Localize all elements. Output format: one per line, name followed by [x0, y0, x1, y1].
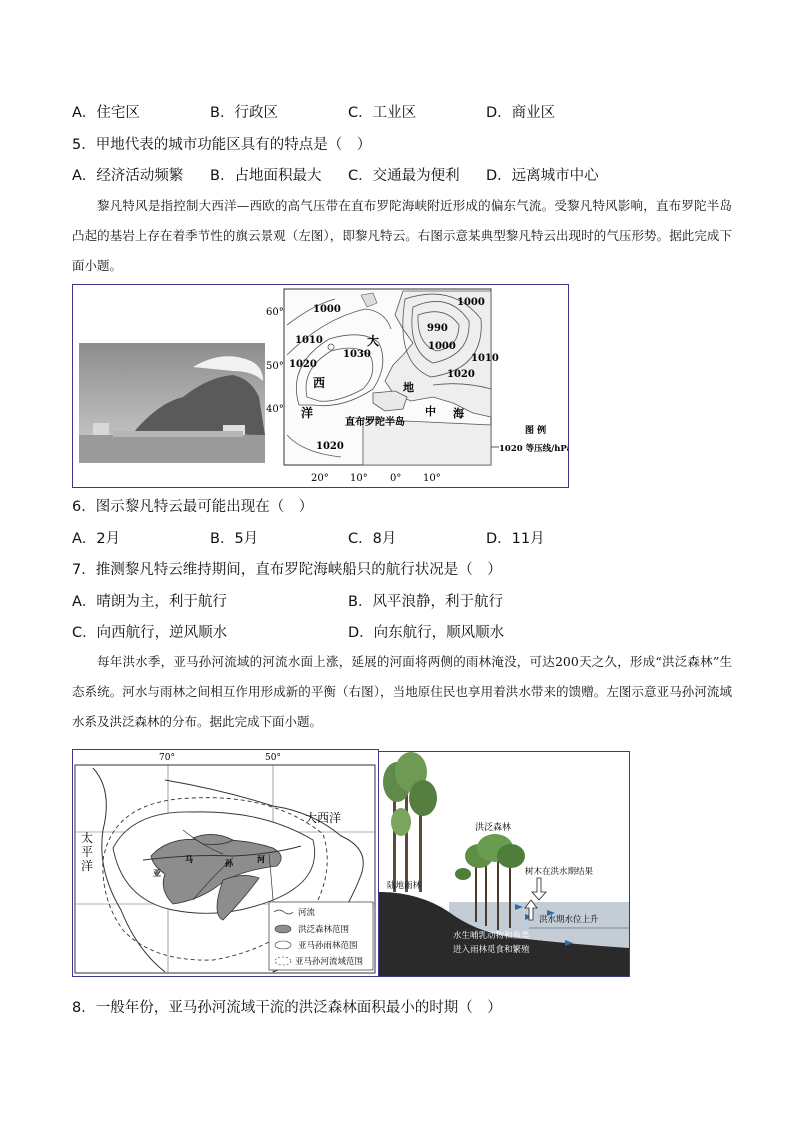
- q6-option-a: A．2月: [72, 531, 121, 547]
- levanter-cloud-photo: [79, 343, 265, 463]
- lon-0-label: 0°: [390, 473, 402, 484]
- rainforest-trees: [383, 752, 437, 892]
- q7-option-b: B．风平浪静，利于航行: [348, 594, 503, 610]
- land-forest-label: 陆地雨林: [387, 881, 422, 891]
- passage-amazon: [72, 647, 732, 737]
- legend-isobar-label: 1020 等压线/hPa: [499, 444, 568, 454]
- animals-label-2: 进入雨林觅食和繁殖: [453, 945, 530, 955]
- pressure-legend: [491, 424, 568, 454]
- q7-option-c: C．向西航行，逆风顺水: [72, 625, 228, 641]
- q7-option-d: D．向东航行，顺风顺水: [348, 625, 505, 641]
- atlantic-char-yang: 洋: [301, 406, 314, 420]
- lon-50-label: 50°: [265, 753, 281, 763]
- q4-option-d: D．商业区: [486, 105, 556, 121]
- isobar-1020-b: 1020: [447, 369, 475, 380]
- isobar-1010-a: 1010: [295, 335, 323, 346]
- q7-option-a: A．晴朗为主，利于航行: [72, 594, 227, 610]
- q8-stem: 8．一般年份，亚马孙河流域干流的洪泛森林面积最小的时期（ ）: [72, 1000, 502, 1016]
- lon-20-label: 20°: [311, 473, 329, 484]
- amazon-map-svg: [73, 750, 378, 976]
- isobar-1020-c: 1020: [316, 441, 344, 452]
- pacific-char-2: 平: [81, 845, 94, 859]
- q6-option-b: B．5月: [210, 531, 259, 547]
- isobar-1020-a: 1020: [289, 359, 317, 370]
- legend-title: 图 例: [525, 426, 547, 436]
- river-char-ma: 马: [185, 854, 193, 864]
- river-char-he: 河: [257, 854, 265, 864]
- legend-rainforest: 亚马孙雨林范围: [298, 941, 358, 951]
- flood-forest-svg: [379, 752, 629, 976]
- legend-basin: 亚马孙河流域范围: [295, 957, 364, 967]
- isobar-1000-c: 1000: [428, 341, 456, 352]
- pacific-char-3: 洋: [81, 859, 94, 873]
- isobar-1010-b: 1010: [471, 353, 499, 364]
- pacific-char-1: 太: [81, 831, 94, 845]
- figure-levanter-svg: [73, 285, 568, 487]
- flood-forest-label: 洪泛森林: [475, 823, 512, 833]
- q4-option-b: B．行政区: [210, 105, 278, 121]
- water-rise-label: 洪水期水位上升: [539, 915, 599, 925]
- q5-option-b: B．占地面积最大: [210, 168, 322, 184]
- q4-option-c: C．工业区: [348, 105, 417, 121]
- gibraltar-label: 直布罗陀半岛: [345, 417, 405, 428]
- atlantic-char-xi: 西: [313, 376, 326, 390]
- figure-amazon-map: [72, 749, 379, 977]
- med-char-hai: 海: [453, 407, 464, 420]
- passage-levanter-text: 黎凡特风是指控制大西洋—西欧的高气压带在直布罗陀海峡附近形成的偏东气流。受黎凡特风影响，直布罗陀半岛凸起的基岩上存在着季节性的旗云景观（左图），即黎凡特云。右图示意某典型黎凡特云出现时的气压形势。据此完成下面小题。: [72, 198, 732, 273]
- lon-10w-label: 10°: [350, 473, 368, 484]
- med-char-di: 地: [403, 381, 414, 394]
- amazon-legend: [269, 902, 373, 970]
- isobar-1000-a: 1000: [313, 304, 341, 315]
- q5-option-c: C．交通最为便利: [348, 168, 460, 184]
- med-char-zhong: 中: [425, 405, 436, 418]
- lon-10e-label: 10°: [423, 473, 441, 484]
- q5-option-d: D．远离城市中心: [486, 168, 599, 184]
- q5-option-a: A．经济活动频繁: [72, 168, 184, 184]
- q6-option-d: D．11月: [486, 531, 545, 547]
- lat-50-label: 50°: [266, 361, 284, 372]
- q4-option-a: A．住宅区: [72, 105, 140, 121]
- q7-stem: 7．推测黎凡特云维持期间，直布罗陀海峡船只的航行状况是（ ）: [72, 562, 502, 578]
- river-char-sun: 孙: [225, 858, 233, 868]
- pressure-map: [266, 289, 499, 484]
- lon-70-label: 70°: [159, 753, 175, 763]
- isobar-990: 990: [427, 323, 448, 334]
- passage-levanter: [72, 191, 732, 281]
- animals-label-1: 水生哺乳动物和鱼类: [453, 931, 530, 941]
- legend-river: 河流: [298, 908, 316, 918]
- fruit-label: 树木在洪水期结果: [525, 867, 594, 877]
- atlantic-char-da: 大: [367, 334, 380, 348]
- lat-40-label: 40°: [266, 404, 284, 415]
- figure-flood-forest-diagram: [378, 751, 630, 977]
- river-char-ya: 亚: [153, 868, 161, 878]
- q6-stem: 6．图示黎凡特云最可能出现在（ ）: [72, 499, 314, 515]
- passage-amazon-text: 每年洪水季，亚马孙河流域的河流水面上涨，延展的河面将两侧的雨林淹没，可达200天之久，形成“洪泛森林”生态系统。河水与雨林之间相互作用形成新的平衡（右图），当地原住民也享用着洪水带来的馈赠。左图示意亚马孙河流域水系及洪泛森林的分布。据此完成下面小题。: [72, 654, 732, 729]
- legend-flood-forest: 洪泛森林范围: [298, 925, 350, 935]
- isobar-1000-b: 1000: [457, 297, 485, 308]
- figure-levanter: [72, 284, 569, 488]
- lat-60-label: 60°: [266, 307, 284, 318]
- atlantic-label: 大西洋: [305, 811, 342, 825]
- q5-stem: 5．甲地代表的城市功能区具有的特点是（ ）: [72, 137, 372, 153]
- q6-option-c: C．8月: [348, 531, 397, 547]
- isobar-1030: 1030: [343, 349, 371, 360]
